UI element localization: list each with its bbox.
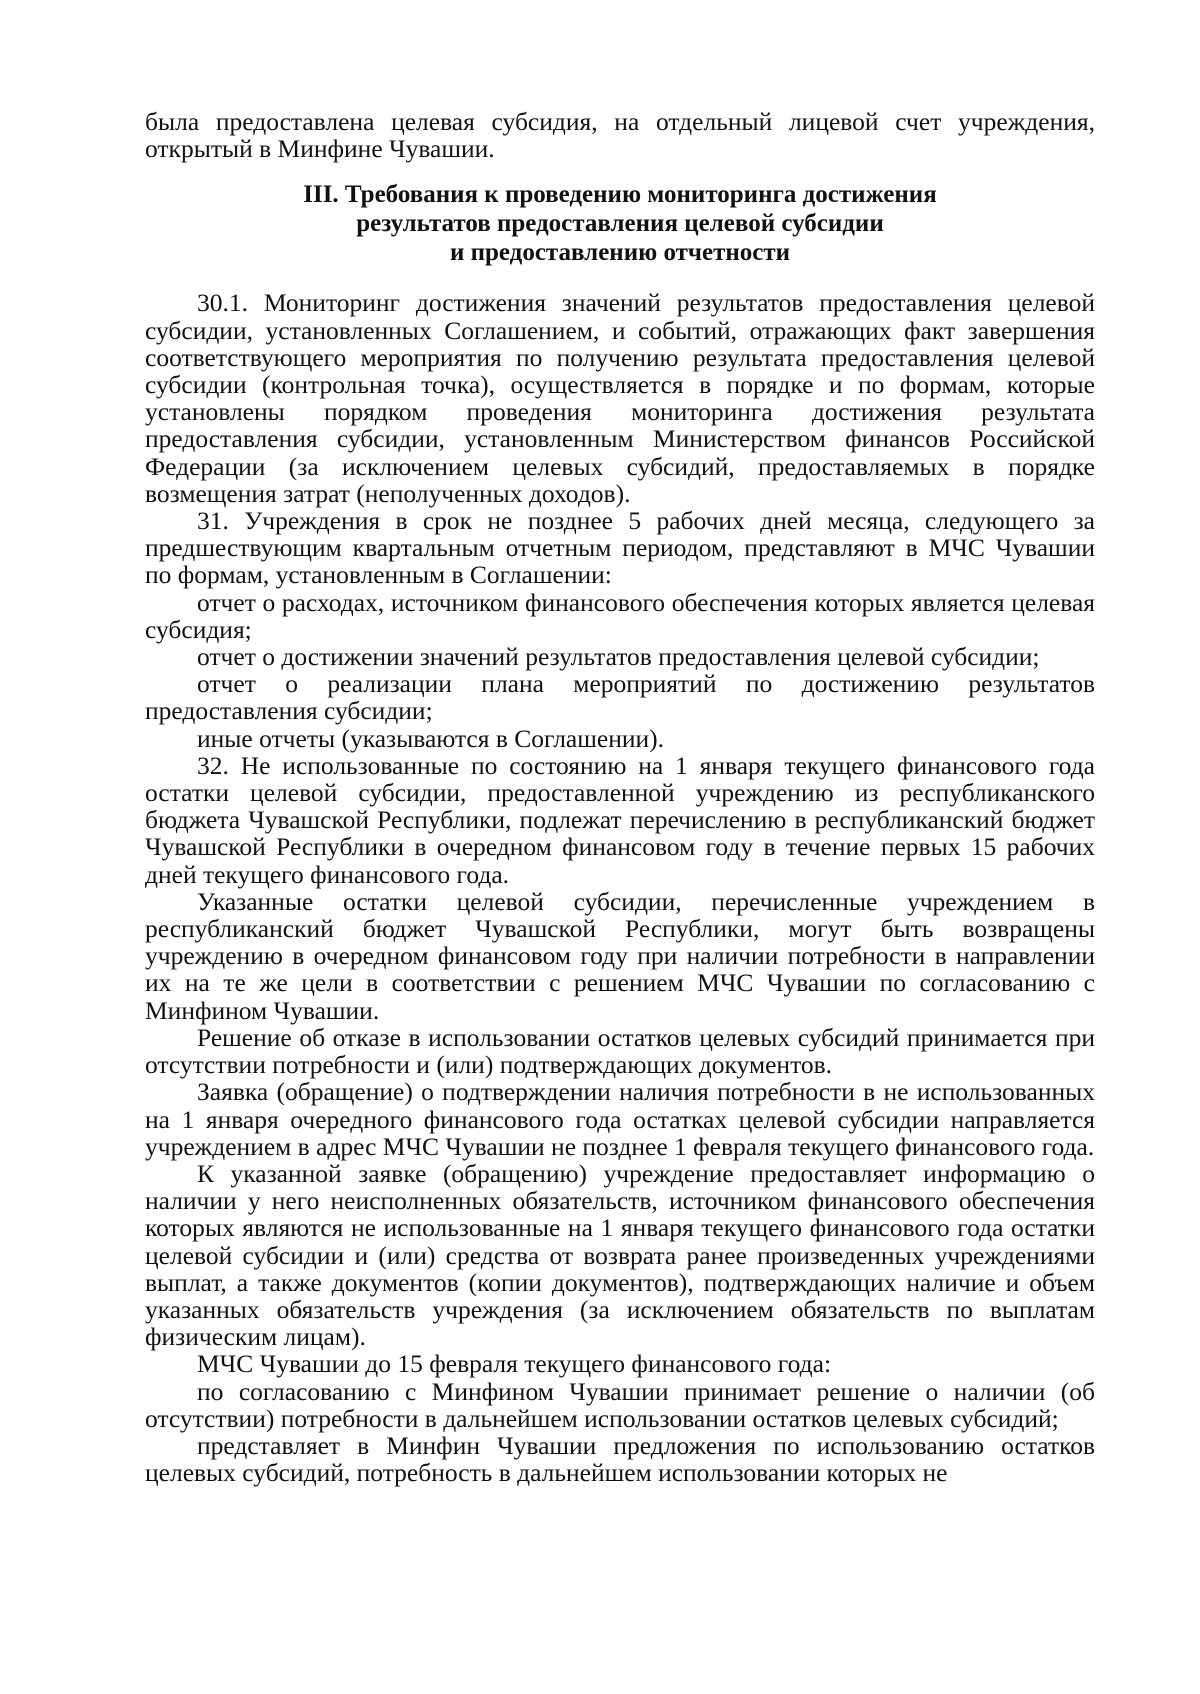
paragraph-30-1: 30.1. Мониторинг достижения значений результатов предоставления целевой субсидии, установленных Соглашением, и событий, отражающих факт завершения соответствующего мероприятия по получению результата предоставления целевой субсидии (контрольная точка), осуществляется в порядке и по формам, которые установлены порядком проведения мониторинга достижения результата предоставления субсидии, установленным Министерством финансов Российской Федерации (за исключением целевых субсидий, предоставляемых в порядке возмещения затрат (неполученных доходов).: [145, 288, 1095, 508]
paragraph-application: Заявка (обращение) о подтверждении наличия потребности в не использованных на 1 января очередного финансового года остатках целевой субсидии направляется учреждением в адрес МЧС Чувашии не позднее 1 февраля текущего финансового года.: [145, 1077, 1095, 1161]
document-page: [145, 108, 1095, 1486]
section-heading-line-2: результатов предоставления целевой субсидии: [356, 210, 884, 238]
section-heading-line-3: и предоставлению отчетности: [449, 239, 791, 267]
paragraph-31: 31. Учреждения в срок не позднее 5 рабочих дней месяца, следующего за предшествующим квартальным отчетным периодом, представляют в МЧС Чувашии по формам, установленным в Соглашении:: [145, 506, 1095, 590]
section-heading: [145, 180, 1095, 267]
list-item-expense-report: отчет о расходах, источником финансового обеспечения которых является целевая субсидия;: [145, 587, 1095, 644]
list-item-decision: по согласованию с Минфином Чувашии принимает решение о наличии (об отсутствии) потребности в дальнейшем использовании остатков целевых субсидий;: [145, 1376, 1095, 1433]
section-heading-line-1: III. Требования к проведению мониторинга достижения: [303, 181, 937, 209]
paragraph-32: 32. Не использованные по состоянию на 1 января текущего финансового года остатки целевой субсидии, предоставленной учреждению из республиканского бюджета Чувашской Республики, подлежат перечислению в республиканский бюджет Чувашской Республики в очередном финансовом году в течение первых 15 рабочих дней текущего финансового года.: [145, 750, 1095, 889]
paragraph-mchs-deadline: МЧС Чувашии до 15 февраля текущего финансового года:: [197, 1349, 832, 1379]
intro-paragraph: была предоставлена целевая субсидия, на отдельный лицевой счет учреждения, открытый в Минфине Чувашии.: [145, 107, 1095, 164]
list-item-proposals: представляет в Минфин Чувашии предложения по использованию остатков целевых субсидий, потребность в дальнейшем использовании которых не: [145, 1430, 1095, 1488]
paragraph-application-info: К указанной заявке (обращению) учреждение предоставляет информацию о наличии у него неисполненных обязательств, источником финансового обеспечения которых являются не использованные на 1 января текущего финансового года остатки целевой субсидии и (или) средства от возврата ранее произведенных учреждениями выплат, а также документов (копии документов), подтверждающих наличие и объем указанных обязательств учреждения (за исключением обязательств по выплатам физическим лицам).: [145, 1158, 1095, 1352]
paragraph-returned-balances: Указанные остатки целевой субсидии, перечисленные учреждением в республиканский бюджет Чувашской Республики, могут быть возвращены учреждению в очередном финансовом году при наличии потребности в направлении их на те же цели в соответствии с решением МЧС Чувашии по согласованию с Минфином Чувашии.: [145, 886, 1095, 1025]
list-item-other-reports: иные отчеты (указываются в Соглашении).: [197, 723, 664, 753]
list-item-plan-report: отчет о реализации плана мероприятий по достижению результатов предоставления субсидии;: [145, 669, 1095, 726]
paragraph-refusal-decision: Решение об отказе в использовании остатков целевых субсидий принимается при отсутствии потребности и (или) подтверждающих документов.: [145, 1022, 1095, 1080]
list-item-results-report: отчет о достижении значений результатов предоставления целевой субсидии;: [197, 642, 1040, 672]
